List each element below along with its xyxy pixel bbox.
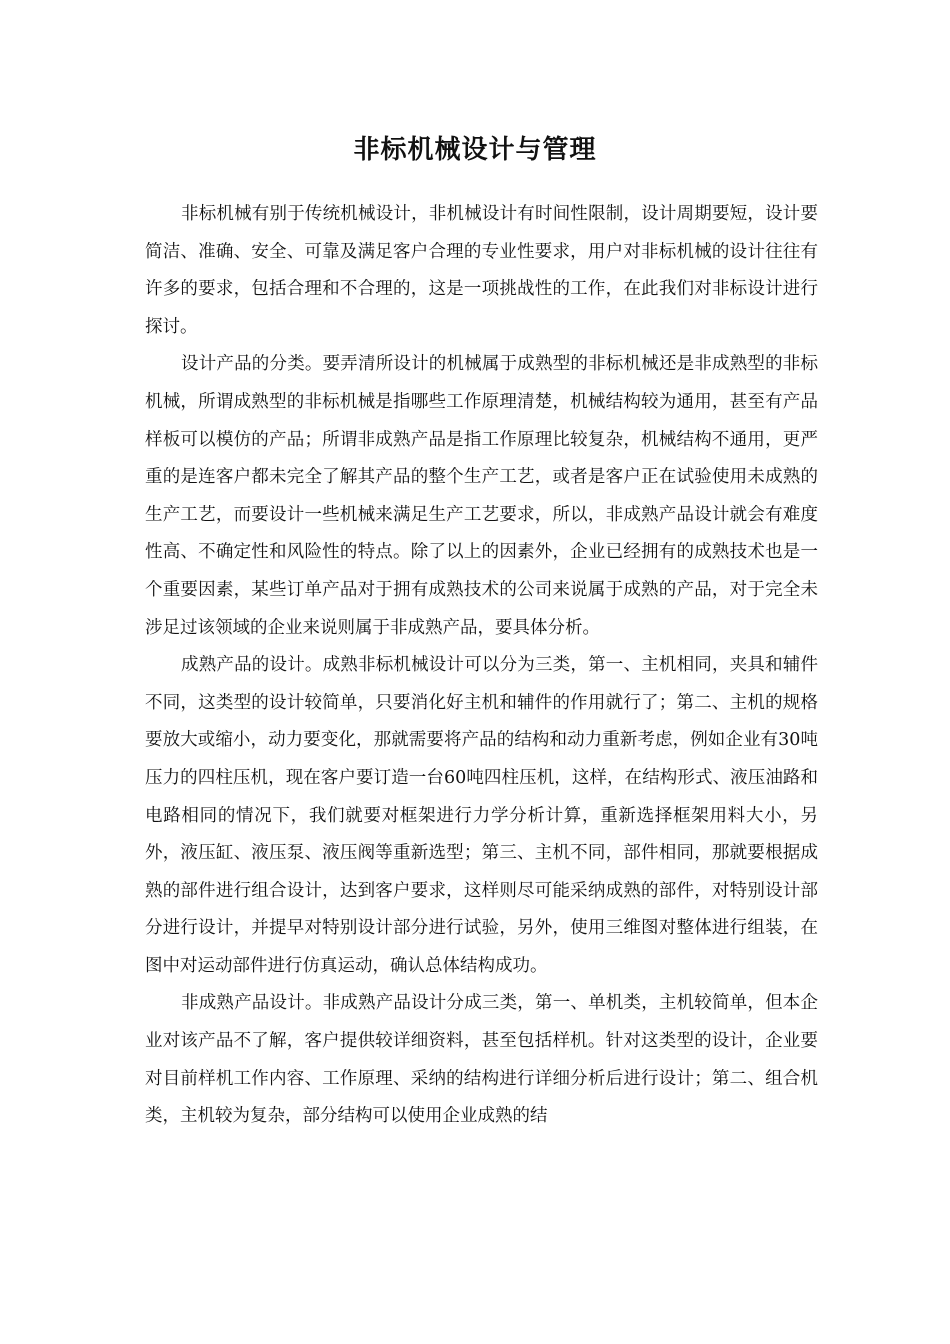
- paragraph-classification: 设计产品的分类。要弄清所设计的机械属于成熟型的非标机械还是非成熟型的非标机械，所谓成熟型的非标机械是指哪些工作原理清楚，机械结构较为通用，甚至有产品样板可以模仿的产品；所谓非成熟产品是指工作原理比较复杂，机械结构不通用，更严重的是连客户都未完全了解其产品的整个生产工艺，或者是客户正在试验使用未成熟的生产工艺，而要设计一些机械来满足生产工艺要求，所以，非成熟产品设计就会有难度性高、不确定性和风险性的特点。除了以上的因素外，企业已经拥有的成熟技术也是一个重要因素，某些订单产品对于拥有成熟技术的公司来说属于成熟的产品，对于完全未涉足过该领域的企业来说则属于非成熟产品，要具体分析。: [145, 354, 818, 638]
- paragraph-intro: 非标机械有别于传统机械设计，非机械设计有时间性限制，设计周期要短，设计要简洁、准确、安全、可靠及满足客户合理的专业性要求，用户对非标机械的设计往往有许多的要求，包括合理和不合理的，这是一项挑战性的工作，在此我们对非标设计进行探讨。: [145, 204, 818, 337]
- document-body: [145, 196, 818, 1136]
- document-title: 非标机械设计与管理: [353, 135, 597, 165]
- paragraph-immature-design: 非成熟产品设计。非成熟产品设计分成三类，第一、单机类，主机较简单，但本企业对该产品不了解，客户提供较详细资料，甚至包括样机。针对这类型的设计，企业要对目前样机工作内容、工作原理、采纳的结构进行详细分析后进行设计；第二、组合机类，主机较为复杂，部分结构可以使用企业成熟的结: [145, 993, 818, 1127]
- paragraph-mature-design: 成熟产品的设计。成熟非标机械设计可以分为三类，第一、主机相同，夹具和辅件不同，这类型的设计较简单，只要消化好主机和辅件的作用就行了；第二、主机的规格要放大或缩小，动力要变化，那就需要将产品的结构和动力重新考虑，例如企业有30吨压力的四柱压机，现在客户要订造一台60吨四柱压机，这样，在结构形式、液压油路和电路相同的情况下，我们就要对框架进行力学分析计算，重新选择框架用料大小，另外，液压缸、液压泵、液压阀等重新选型；第三、主机不同，部件相同，那就要根据成熟的部件进行组合设计，达到客户要求，这样则尽可能采纳成熟的部件，对特别设计部分进行设计，并提早对特别设计部分进行试验，另外，使用三维图对整体进行组装，在图中对运动部件进行仿真运动，确认总体结构成功。: [145, 655, 818, 976]
